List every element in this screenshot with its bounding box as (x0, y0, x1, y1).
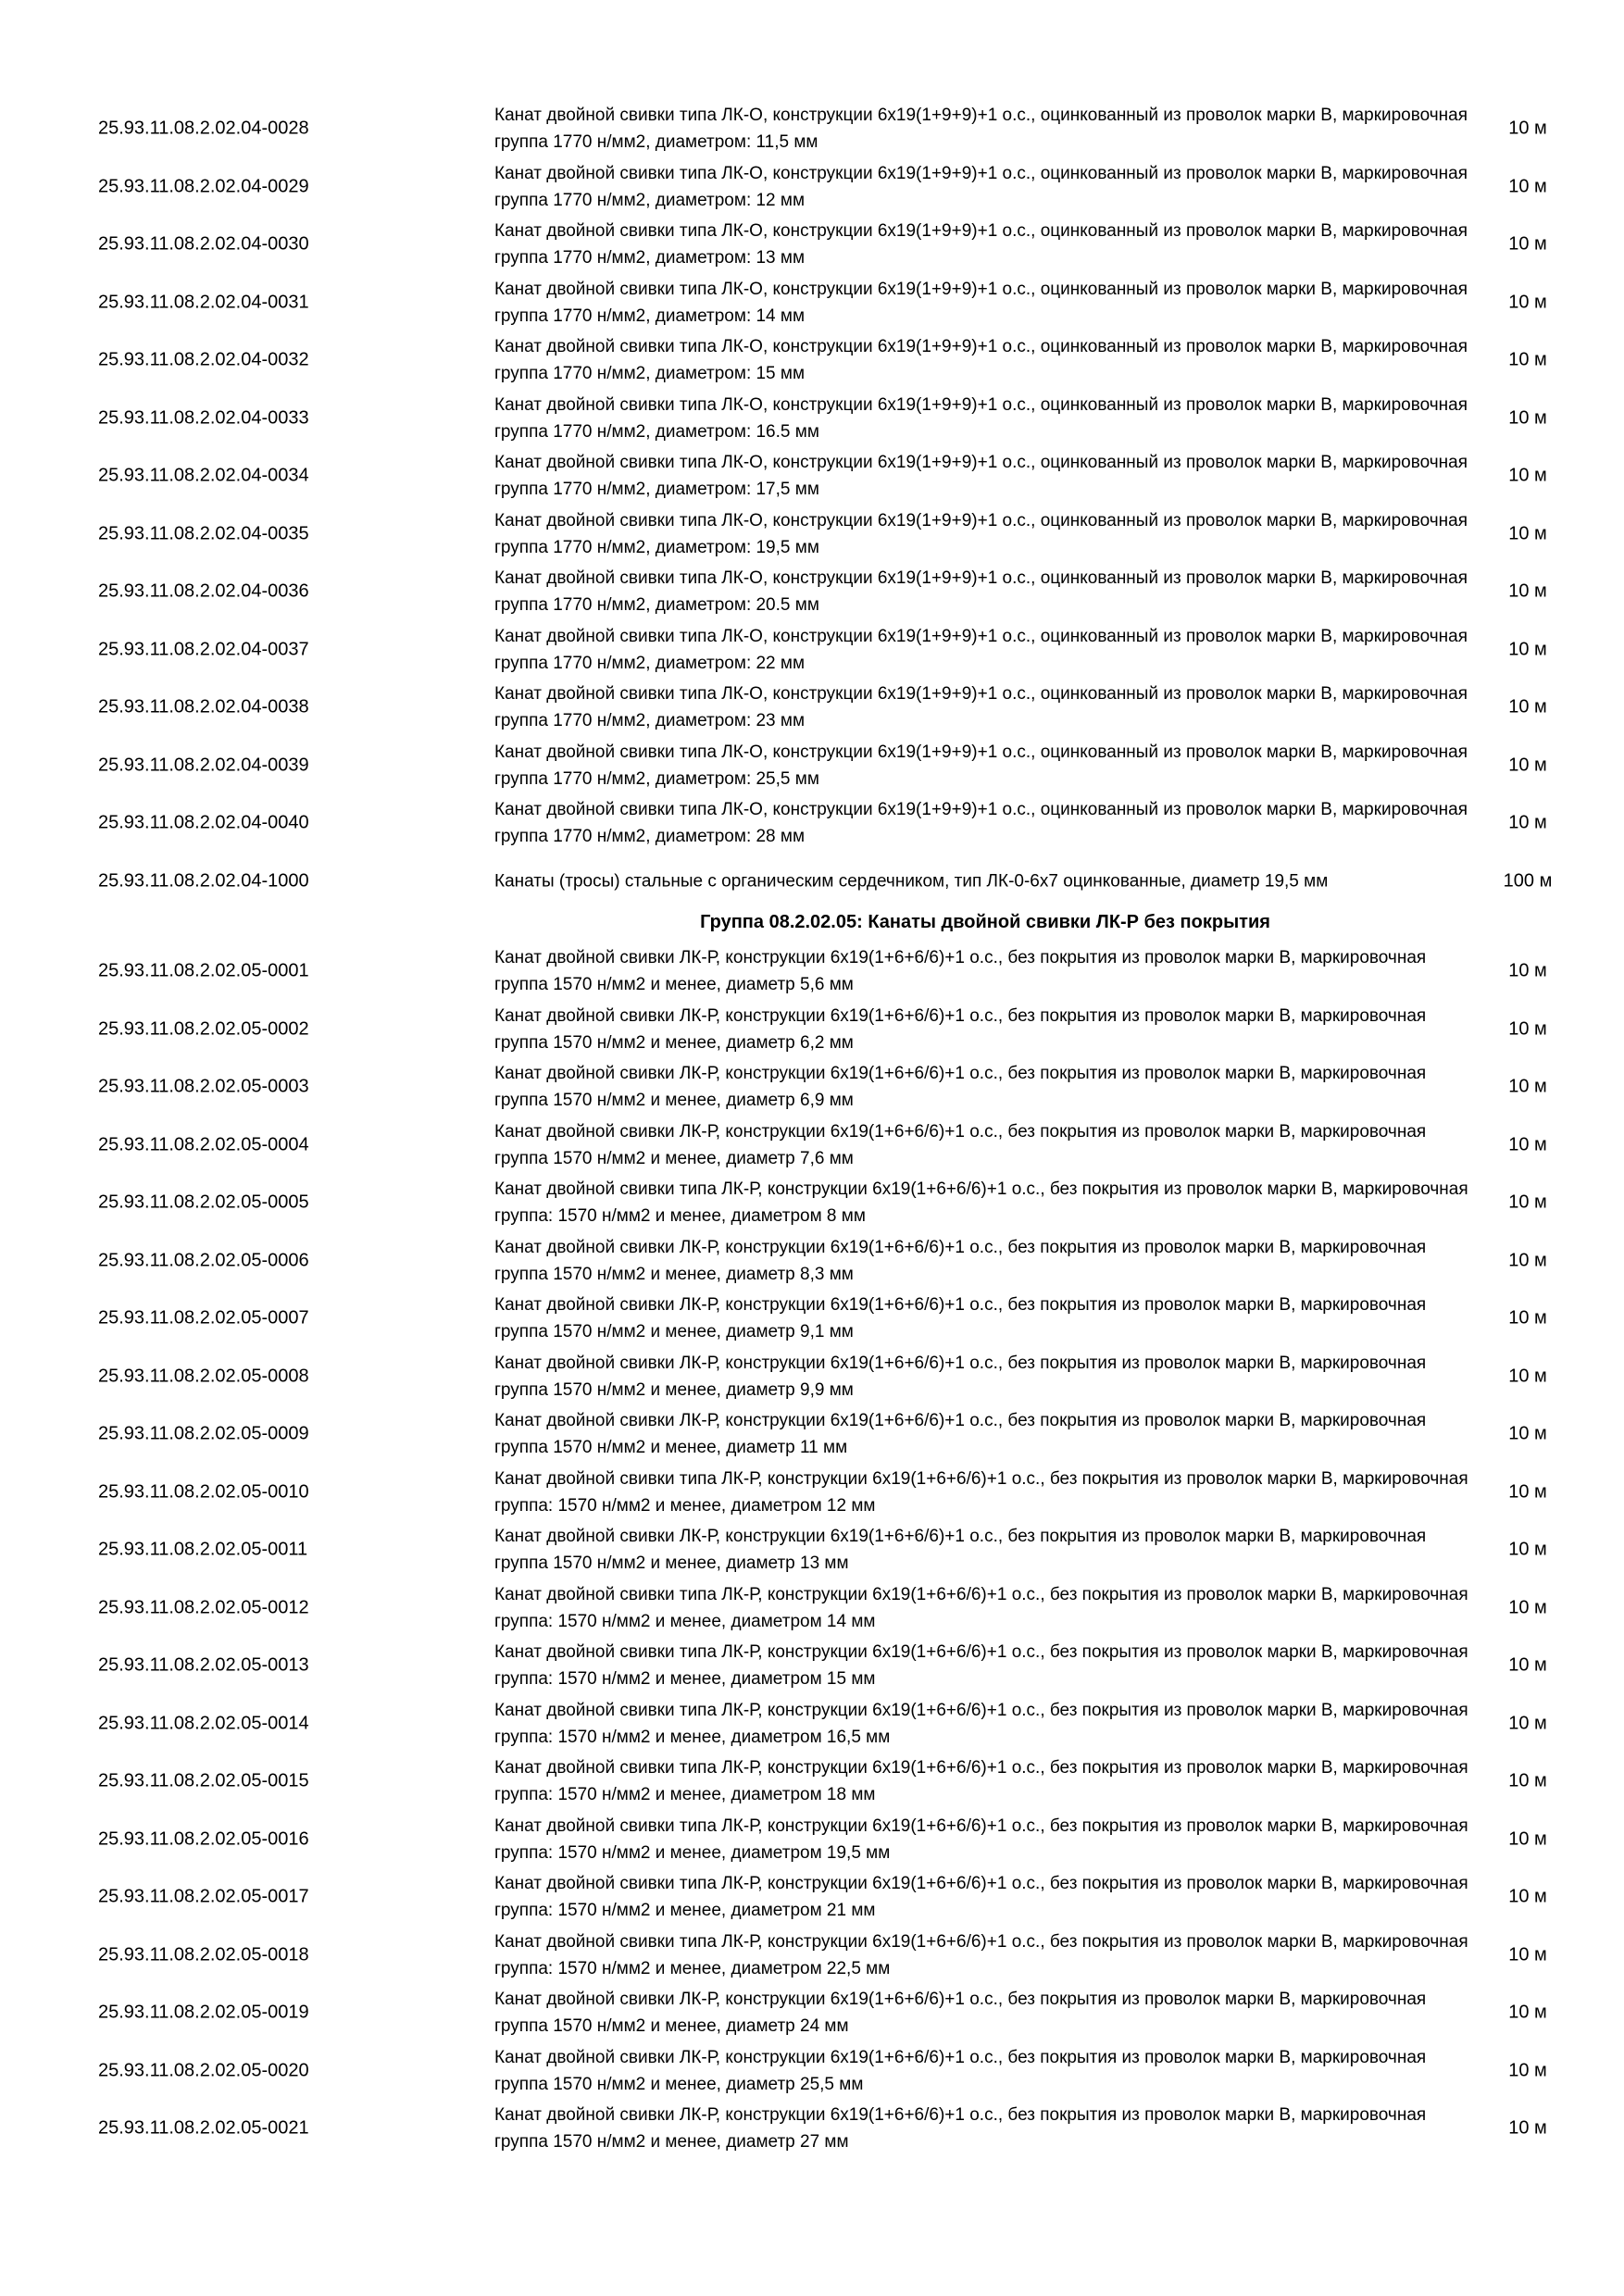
resource-code: 25.93.11.08.2.02.05-0008 (98, 1366, 309, 1387)
measurement-unit: 10 м (1508, 1654, 1547, 1676)
resource-code: 25.93.11.08.2.02.05-0005 (98, 1192, 309, 1213)
measurement-unit: 10 м (1508, 176, 1547, 197)
price-list-section-group-04 (0, 100, 1624, 910)
resource-description: Канат двойной свивки типа ЛК-Р, конструкции 6х19(1+6+6/6)+1 о.с., без покрытия из проволок марки В, маркировочная группа: 1570 н/мм2 и менее, диаметром 8 мм (494, 1179, 1468, 1227)
resource-code: 25.93.11.08.2.02.05-0002 (98, 1018, 309, 1040)
resource-code: 25.93.11.08.2.02.04-0037 (98, 639, 309, 660)
resource-description: Канат двойной свивки ЛК-Р, конструкции 6х19(1+6+6/6)+1 о.с., без покрытия из проволок марки В, маркировочная группа 1570 н/мм2 и менее, диаметр 8,3 мм (494, 1237, 1427, 1284)
measurement-unit: 10 м (1508, 580, 1547, 602)
measurement-unit: 10 м (1508, 696, 1547, 718)
measurement-unit: 10 м (1508, 1770, 1547, 1791)
resource-code: 25.93.11.08.2.02.05-0016 (98, 1828, 309, 1850)
table-row (0, 679, 1624, 737)
resource-code: 25.93.11.08.2.02.05-0001 (98, 960, 309, 981)
resource-description: Канат двойной свивки ЛК-Р, конструкции 6х19(1+6+6/6)+1 о.с., без покрытия из проволок марки В, маркировочная группа 1570 н/мм2 и менее, диаметр 6,9 мм (494, 1064, 1427, 1111)
table-row (0, 274, 1624, 332)
resource-description: Канат двойной свивки типа ЛК-О, конструкции 6х19(1+9+9)+1 о.с., оцинкованный из проволок марки В, маркировочная группа 1770 н/мм2, диаметром: 23 мм (494, 684, 1468, 731)
resource-code: 25.93.11.08.2.02.05-0018 (98, 1944, 309, 1965)
group-heading: Группа 08.2.02.05: Канаты двойной свивки ЛК-Р без покрытия (700, 912, 1270, 932)
table-row (0, 1868, 1624, 1927)
table-row (0, 1927, 1624, 1985)
measurement-unit: 10 м (1508, 407, 1547, 429)
measurement-unit: 10 м (1508, 1713, 1547, 1734)
table-row (0, 1579, 1624, 1638)
resource-code: 25.93.11.08.2.02.05-0007 (98, 1307, 309, 1329)
resource-code: 25.93.11.08.2.02.05-0011 (98, 1539, 308, 1560)
table-row (0, 942, 1624, 1001)
measurement-unit: 10 м (1508, 1481, 1547, 1503)
resource-description: Канат двойной свивки типа ЛК-Р, конструкции 6х19(1+6+6/6)+1 о.с., без покрытия из проволок марки В, маркировочная группа: 1570 н/мм2 и менее, диаметром 19,5 мм (494, 1816, 1468, 1863)
resource-description: Канат двойной свивки ЛК-Р, конструкции 6х19(1+6+6/6)+1 о.с., без покрытия из проволок марки В, маркировочная группа 1570 н/мм2 и менее, диаметр 5,6 мм (494, 948, 1427, 995)
table-row (0, 1984, 1624, 2042)
table-row (0, 2042, 1624, 2101)
measurement-unit: 10 м (1508, 755, 1547, 776)
measurement-unit: 10 м (1508, 812, 1547, 833)
measurement-unit: 10 м (1508, 349, 1547, 370)
resource-description: Канат двойной свивки типа ЛК-О, конструкции 6х19(1+9+9)+1 о.с., оцинкованный из проволок марки В, маркировочная группа 1770 н/мм2, диаметром: 20.5 мм (494, 568, 1468, 616)
resource-code: 25.93.11.08.2.02.05-0003 (98, 1076, 309, 1097)
resource-description: Канат двойной свивки типа ЛК-Р, конструкции 6х19(1+6+6/6)+1 о.с., без покрытия из проволок марки В, маркировочная группа: 1570 н/мм2 и менее, диаметром 21 мм (494, 1874, 1468, 1921)
resource-description: Канат двойной свивки ЛК-Р, конструкции 6х19(1+6+6/6)+1 о.с., без покрытия из проволок марки В, маркировочная группа 1570 н/мм2 и менее, диаметр 9,1 мм (494, 1295, 1427, 1342)
measurement-unit: 10 м (1508, 2060, 1547, 2081)
resource-description: Канат двойной свивки типа ЛК-О, конструкции 6х19(1+9+9)+1 о.с., оцинкованный из проволок марки В, маркировочная группа 1770 н/мм2, диаметром: 14 мм (494, 279, 1468, 326)
measurement-unit: 10 м (1508, 1828, 1547, 1850)
resource-description: Канат двойной свивки типа ЛК-Р, конструкции 6х19(1+6+6/6)+1 о.с., без покрытия из проволок марки В, маркировочная группа: 1570 н/мм2 и менее, диаметром 15 мм (494, 1642, 1468, 1690)
resource-description: Канат двойной свивки ЛК-Р, конструкции 6х19(1+6+6/6)+1 о.с., без покрытия из проволок марки В, маркировочная группа 1570 н/мм2 и менее, диаметр 7,6 мм (494, 1121, 1427, 1168)
table-row (0, 158, 1624, 217)
resource-code: 25.93.11.08.2.02.04-0039 (98, 755, 309, 776)
table-row (0, 2100, 1624, 2158)
measurement-unit: 10 м (1508, 233, 1547, 255)
table-row (0, 1464, 1624, 1522)
resource-code: 25.93.11.08.2.02.04-0031 (98, 292, 309, 313)
resource-code: 25.93.11.08.2.02.05-0020 (98, 2060, 309, 2081)
measurement-unit: 10 м (1508, 1944, 1547, 1965)
table-row (0, 853, 1624, 911)
resource-code: 25.93.11.08.2.02.05-0006 (98, 1250, 309, 1271)
resource-description: Канат двойной свивки ЛК-Р, конструкции 6х19(1+6+6/6)+1 о.с., без покрытия из проволок марки В, маркировочная группа 1570 н/мм2 и менее, диаметр 13 мм (494, 1527, 1427, 1574)
resource-description: Канат двойной свивки типа ЛК-О, конструкции 6х19(1+9+9)+1 о.с., оцинкованный из проволок марки В, маркировочная группа 1770 н/мм2, диаметром: 16.5 мм (494, 394, 1468, 442)
table-row (0, 505, 1624, 564)
resource-description: Канат двойной свивки типа ЛК-Р, конструкции 6х19(1+6+6/6)+1 о.с., без покрытия из проволок марки В, маркировочная группа: 1570 н/мм2 и менее, диаметром 14 мм (494, 1584, 1468, 1631)
resource-description: Канат двойной свивки типа ЛК-О, конструкции 6х19(1+9+9)+1 о.с., оцинкованный из проволок марки В, маркировочная группа 1770 н/мм2, диаметром: 19,5 мм (494, 510, 1468, 557)
resource-description: Канат двойной свивки типа ЛК-Р, конструкции 6х19(1+6+6/6)+1 о.с., без покрытия из проволок марки В, маркировочная группа: 1570 н/мм2 и менее, диаметром 16,5 мм (494, 1700, 1468, 1747)
measurement-unit: 10 м (1508, 523, 1547, 544)
measurement-unit: 100 м (1503, 870, 1553, 892)
measurement-unit: 10 м (1508, 1886, 1547, 1907)
resource-code: 25.93.11.08.2.02.04-0030 (98, 233, 309, 255)
table-row (0, 794, 1624, 853)
table-row (0, 1405, 1624, 1464)
table-row (0, 1753, 1624, 1811)
table-row (0, 390, 1624, 448)
measurement-unit: 10 м (1508, 118, 1547, 139)
resource-code: 25.93.11.08.2.02.04-0036 (98, 580, 309, 602)
table-row (0, 1290, 1624, 1348)
measurement-unit: 10 м (1508, 1018, 1547, 1040)
resource-description: Канат двойной свивки ЛК-Р, конструкции 6х19(1+6+6/6)+1 о.с., без покрытия из проволок марки В, маркировочная группа 1570 н/мм2 и менее, диаметр 25,5 мм (494, 2047, 1427, 2094)
table-row (0, 1232, 1624, 1291)
resource-description: Канат двойной свивки типа ЛК-О, конструкции 6х19(1+9+9)+1 о.с., оцинкованный из проволок марки В, маркировочная группа 1770 н/мм2, диаметром: 12 мм (494, 163, 1468, 210)
measurement-unit: 10 м (1508, 1423, 1547, 1444)
measurement-unit: 10 м (1508, 2002, 1547, 2023)
resource-description: Канат двойной свивки ЛК-Р, конструкции 6х19(1+6+6/6)+1 о.с., без покрытия из проволок марки В, маркировочная группа 1570 н/мм2 и менее, диаметр 6,2 мм (494, 1005, 1427, 1053)
resource-description: Канат двойной свивки ЛК-Р, конструкции 6х19(1+6+6/6)+1 о.с., без покрытия из проволок марки В, маркировочная группа 1570 н/мм2 и менее, диаметр 9,9 мм (494, 1353, 1427, 1400)
resource-code: 25.93.11.08.2.02.04-1000 (98, 870, 309, 892)
resource-code: 25.93.11.08.2.02.04-0032 (98, 349, 309, 370)
resource-code: 25.93.11.08.2.02.05-0015 (98, 1770, 309, 1791)
measurement-unit: 10 м (1508, 1597, 1547, 1618)
measurement-unit: 10 м (1508, 1366, 1547, 1387)
resource-code: 25.93.11.08.2.02.04-0034 (98, 465, 309, 486)
resource-code: 25.93.11.08.2.02.04-0028 (98, 118, 309, 139)
table-row (0, 100, 1624, 158)
resource-description: Канат двойной свивки типа ЛК-О, конструкции 6х19(1+9+9)+1 о.с., оцинкованный из проволок марки В, маркировочная группа 1770 н/мм2, диаметром: 17,5 мм (494, 453, 1468, 500)
table-row (0, 563, 1624, 621)
table-row (0, 216, 1624, 274)
table-row (0, 1348, 1624, 1406)
resource-code: 25.93.11.08.2.02.04-0038 (98, 696, 309, 718)
measurement-unit: 10 м (1508, 2117, 1547, 2139)
resource-description: Канат двойной свивки типа ЛК-О, конструкции 6х19(1+9+9)+1 о.с., оцинкованный из проволок марки В, маркировочная группа 1770 н/мм2, диаметром: 13 мм (494, 221, 1468, 268)
resource-description: Канат двойной свивки ЛК-Р, конструкции 6х19(1+6+6/6)+1 о.с., без покрытия из проволок марки В, маркировочная группа 1570 н/мм2 и менее, диаметр 11 мм (494, 1411, 1427, 1458)
resource-code: 25.93.11.08.2.02.05-0010 (98, 1481, 309, 1503)
table-row (0, 621, 1624, 680)
table-row (0, 447, 1624, 505)
table-row (0, 1695, 1624, 1753)
resource-code: 25.93.11.08.2.02.05-0014 (98, 1713, 309, 1734)
resource-code: 25.93.11.08.2.02.05-0004 (98, 1134, 309, 1155)
resource-description: Канат двойной свивки типа ЛК-О, конструкции 6х19(1+9+9)+1 о.с., оцинкованный из проволок марки В, маркировочная группа 1770 н/мм2, диаметром: 22 мм (494, 626, 1468, 673)
resource-description: Канат двойной свивки типа ЛК-Р, конструкции 6х19(1+6+6/6)+1 о.с., без покрытия из проволок марки В, маркировочная группа: 1570 н/мм2 и менее, диаметром 22,5 мм (494, 1931, 1468, 1978)
measurement-unit: 10 м (1508, 1192, 1547, 1213)
resource-description: Канат двойной свивки типа ЛК-О, конструкции 6х19(1+9+9)+1 о.с., оцинкованный из проволок марки В, маркировочная группа 1770 н/мм2, диаметром: 11,5 мм (494, 106, 1468, 153)
table-row (0, 1637, 1624, 1695)
table-row (0, 1811, 1624, 1869)
resource-code: 25.93.11.08.2.02.04-0035 (98, 523, 309, 544)
table-row (0, 1521, 1624, 1579)
resource-description: Канат двойной свивки типа ЛК-Р, конструкции 6х19(1+6+6/6)+1 о.с., без покрытия из проволок марки В, маркировочная группа: 1570 н/мм2 и менее, диаметром 18 мм (494, 1758, 1468, 1805)
resource-code: 25.93.11.08.2.02.05-0019 (98, 2002, 309, 2023)
table-row (0, 1117, 1624, 1175)
resource-code: 25.93.11.08.2.02.05-0017 (98, 1886, 309, 1907)
resource-code: 25.93.11.08.2.02.04-0029 (98, 176, 309, 197)
resource-code: 25.93.11.08.2.02.05-0013 (98, 1654, 309, 1676)
resource-code: 25.93.11.08.2.02.04-0040 (98, 812, 309, 833)
resource-description: Канат двойной свивки типа ЛК-Р, конструкции 6х19(1+6+6/6)+1 о.с., без покрытия из проволок марки В, маркировочная группа: 1570 н/мм2 и менее, диаметром 12 мм (494, 1468, 1468, 1516)
table-row (0, 331, 1624, 390)
table-row (0, 1058, 1624, 1117)
resource-description: Канат двойной свивки типа ЛК-О, конструкции 6х19(1+9+9)+1 о.с., оцинкованный из проволок марки В, маркировочная группа 1770 н/мм2, диаметром: 15 мм (494, 337, 1468, 384)
measurement-unit: 10 м (1508, 960, 1547, 981)
measurement-unit: 10 м (1508, 1250, 1547, 1271)
measurement-unit: 10 м (1508, 639, 1547, 660)
table-row (0, 1174, 1624, 1232)
resource-description: Канат двойной свивки типа ЛК-О, конструкции 6х19(1+9+9)+1 о.с., оцинкованный из проволок марки В, маркировочная группа 1770 н/мм2, диаметром: 28 мм (494, 800, 1468, 847)
measurement-unit: 10 м (1508, 465, 1547, 486)
price-list-section-group-05 (0, 942, 1624, 2158)
resource-code: 25.93.11.08.2.02.05-0012 (98, 1597, 309, 1618)
measurement-unit: 10 м (1508, 292, 1547, 313)
resource-description: Канаты (тросы) стальные с органическим сердечником, тип ЛК-0-6х7 оцинкованные, диаметр 19,5 мм (494, 871, 1329, 892)
table-row (0, 1001, 1624, 1059)
measurement-unit: 10 м (1508, 1134, 1547, 1155)
measurement-unit: 10 м (1508, 1539, 1547, 1560)
measurement-unit: 10 м (1508, 1307, 1547, 1329)
resource-description: Канат двойной свивки ЛК-Р, конструкции 6х19(1+6+6/6)+1 о.с., без покрытия из проволок марки В, маркировочная группа 1570 н/мм2 и менее, диаметр 24 мм (494, 1990, 1427, 2037)
resource-description: Канат двойной свивки ЛК-Р, конструкции 6х19(1+6+6/6)+1 о.с., без покрытия из проволок марки В, маркировочная группа 1570 н/мм2 и менее, диаметр 27 мм (494, 2105, 1427, 2152)
resource-code: 25.93.11.08.2.02.04-0033 (98, 407, 309, 429)
measurement-unit: 10 м (1508, 1076, 1547, 1097)
resource-code: 25.93.11.08.2.02.05-0009 (98, 1423, 309, 1444)
table-row (0, 737, 1624, 795)
resource-description: Канат двойной свивки типа ЛК-О, конструкции 6х19(1+9+9)+1 о.с., оцинкованный из проволок марки В, маркировочная группа 1770 н/мм2, диаметром: 25,5 мм (494, 742, 1468, 789)
resource-code: 25.93.11.08.2.02.05-0021 (98, 2117, 309, 2139)
